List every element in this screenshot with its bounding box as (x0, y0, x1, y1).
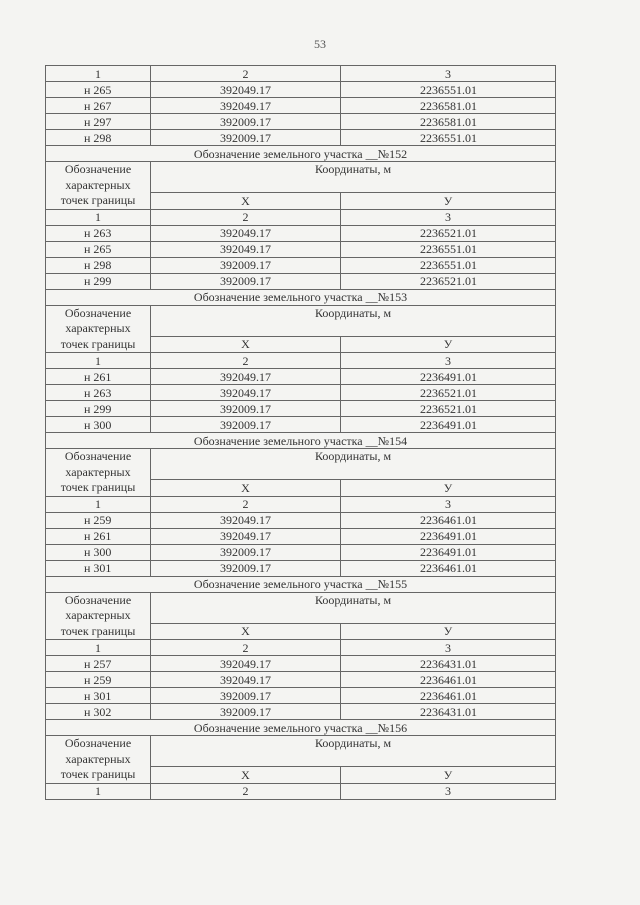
table-row (46, 544, 556, 560)
table-row (46, 528, 556, 544)
point-name: н 259 (46, 512, 151, 528)
coord-x: 392049.17 (151, 82, 341, 98)
coord-x: 392009.17 (151, 417, 341, 433)
coord-x: 392049.17 (151, 656, 341, 672)
header-row (46, 305, 556, 336)
coord-x: 392049.17 (151, 369, 341, 385)
column-number-row (46, 783, 556, 799)
table-row (46, 98, 556, 114)
column-number: 3 (341, 209, 556, 225)
coord-x: 392049.17 (151, 241, 341, 257)
point-designation-header: Обозначение характерных точек границы (46, 736, 151, 784)
x-header: Х (151, 767, 341, 783)
point-name: н 299 (46, 273, 151, 289)
point-name: н 300 (46, 544, 151, 560)
point-designation-header: Обозначение характерных точек границы (46, 305, 151, 353)
table-row (46, 688, 556, 704)
plot-title-row (46, 720, 556, 736)
column-number: 3 (341, 640, 556, 656)
point-name: н 298 (46, 257, 151, 273)
coord-y: 2236461.01 (341, 560, 556, 576)
point-name: н 263 (46, 225, 151, 241)
table-row (46, 241, 556, 257)
coord-y: 2236521.01 (341, 225, 556, 241)
plot-title: Обозначение земельного участка __№152 (46, 146, 556, 162)
y-header: У (341, 623, 556, 639)
point-name: н 263 (46, 385, 151, 401)
coordinates-table (45, 65, 556, 800)
coord-x: 392009.17 (151, 544, 341, 560)
point-name: н 261 (46, 528, 151, 544)
column-number: 2 (151, 640, 341, 656)
x-header: Х (151, 623, 341, 639)
column-number: 3 (341, 496, 556, 512)
column-number: 2 (151, 209, 341, 225)
table-row (46, 401, 556, 417)
table-row (46, 369, 556, 385)
coord-x: 392049.17 (151, 385, 341, 401)
plot-title-row (46, 289, 556, 305)
coord-y: 2236431.01 (341, 704, 556, 720)
table-row (46, 130, 556, 146)
y-header: У (341, 336, 556, 352)
header-row (46, 736, 556, 767)
coord-y: 2236461.01 (341, 688, 556, 704)
column-number: 3 (341, 66, 556, 82)
coordinates-header: Координаты, м (151, 736, 556, 767)
coord-x: 392009.17 (151, 688, 341, 704)
plot-title: Обозначение земельного участка __№153 (46, 289, 556, 305)
table-row (46, 512, 556, 528)
column-number: 1 (46, 66, 151, 82)
column-number-row (46, 353, 556, 369)
column-number-row (46, 496, 556, 512)
table-row (46, 82, 556, 98)
coordinates-header: Координаты, м (151, 162, 556, 193)
plot-title-row (46, 146, 556, 162)
coord-x: 392009.17 (151, 130, 341, 146)
x-header: Х (151, 193, 341, 209)
coord-x: 392009.17 (151, 560, 341, 576)
column-number: 2 (151, 496, 341, 512)
column-number-row (46, 66, 556, 82)
coord-y: 2236581.01 (341, 98, 556, 114)
coord-y: 2236551.01 (341, 241, 556, 257)
column-number: 1 (46, 496, 151, 512)
column-number-row (46, 209, 556, 225)
point-name: н 299 (46, 401, 151, 417)
coord-x: 392049.17 (151, 98, 341, 114)
header-row (46, 592, 556, 623)
point-name: н 301 (46, 560, 151, 576)
table-row (46, 385, 556, 401)
point-name: н 300 (46, 417, 151, 433)
page-number: 53 (314, 37, 326, 51)
y-header: У (341, 767, 556, 783)
coord-y: 2236491.01 (341, 417, 556, 433)
coordinates-header: Координаты, м (151, 592, 556, 623)
plot-title: Обозначение земельного участка __№154 (46, 433, 556, 449)
coord-x: 392009.17 (151, 704, 341, 720)
header-row (46, 449, 556, 480)
coord-x: 392049.17 (151, 512, 341, 528)
coord-x: 392009.17 (151, 273, 341, 289)
column-number: 1 (46, 640, 151, 656)
table-row (46, 704, 556, 720)
plot-title: Обозначение земельного участка __№156 (46, 720, 556, 736)
coordinates-header: Координаты, м (151, 305, 556, 336)
header-row (46, 162, 556, 193)
x-header: Х (151, 480, 341, 496)
column-number: 1 (46, 209, 151, 225)
coord-y: 2236491.01 (341, 544, 556, 560)
y-header: У (341, 480, 556, 496)
coord-y: 2236551.01 (341, 130, 556, 146)
point-designation-header: Обозначение характерных точек границы (46, 162, 151, 210)
coord-y: 2236521.01 (341, 273, 556, 289)
point-name: н 265 (46, 241, 151, 257)
table-row (46, 257, 556, 273)
point-name: н 261 (46, 369, 151, 385)
point-name: н 267 (46, 98, 151, 114)
coord-y: 2236461.01 (341, 672, 556, 688)
table-row (46, 114, 556, 130)
coord-y: 2236431.01 (341, 656, 556, 672)
coord-x: 392009.17 (151, 401, 341, 417)
y-header: У (341, 193, 556, 209)
point-designation-header: Обозначение характерных точек границы (46, 449, 151, 497)
table-row (46, 273, 556, 289)
point-name: н 265 (46, 82, 151, 98)
point-name: н 297 (46, 114, 151, 130)
coord-y: 2236491.01 (341, 528, 556, 544)
column-number: 1 (46, 353, 151, 369)
column-number: 3 (341, 783, 556, 799)
point-name: н 301 (46, 688, 151, 704)
coord-x: 392049.17 (151, 528, 341, 544)
coord-y: 2236551.01 (341, 257, 556, 273)
coord-y: 2236521.01 (341, 401, 556, 417)
coord-y: 2236491.01 (341, 369, 556, 385)
coord-x: 392009.17 (151, 114, 341, 130)
coordinates-header: Координаты, м (151, 449, 556, 480)
plot-title: Обозначение земельного участка __№155 (46, 576, 556, 592)
plot-title-row (46, 433, 556, 449)
coord-y: 2236581.01 (341, 114, 556, 130)
point-designation-header: Обозначение характерных точек границы (46, 592, 151, 640)
coord-x: 392009.17 (151, 257, 341, 273)
column-number: 1 (46, 783, 151, 799)
table-row (46, 560, 556, 576)
point-name: н 298 (46, 130, 151, 146)
table-row (46, 417, 556, 433)
column-number: 2 (151, 783, 341, 799)
coord-y: 2236461.01 (341, 512, 556, 528)
coord-x: 392049.17 (151, 225, 341, 241)
table-row (46, 656, 556, 672)
point-name: н 259 (46, 672, 151, 688)
column-number: 3 (341, 353, 556, 369)
x-header: Х (151, 336, 341, 352)
point-name: н 302 (46, 704, 151, 720)
column-number: 2 (151, 66, 341, 82)
column-number-row (46, 640, 556, 656)
plot-title-row (46, 576, 556, 592)
coord-x: 392049.17 (151, 672, 341, 688)
column-number: 2 (151, 353, 341, 369)
coord-y: 2236551.01 (341, 82, 556, 98)
table-row (46, 225, 556, 241)
coord-y: 2236521.01 (341, 385, 556, 401)
point-name: н 257 (46, 656, 151, 672)
table-row (46, 672, 556, 688)
